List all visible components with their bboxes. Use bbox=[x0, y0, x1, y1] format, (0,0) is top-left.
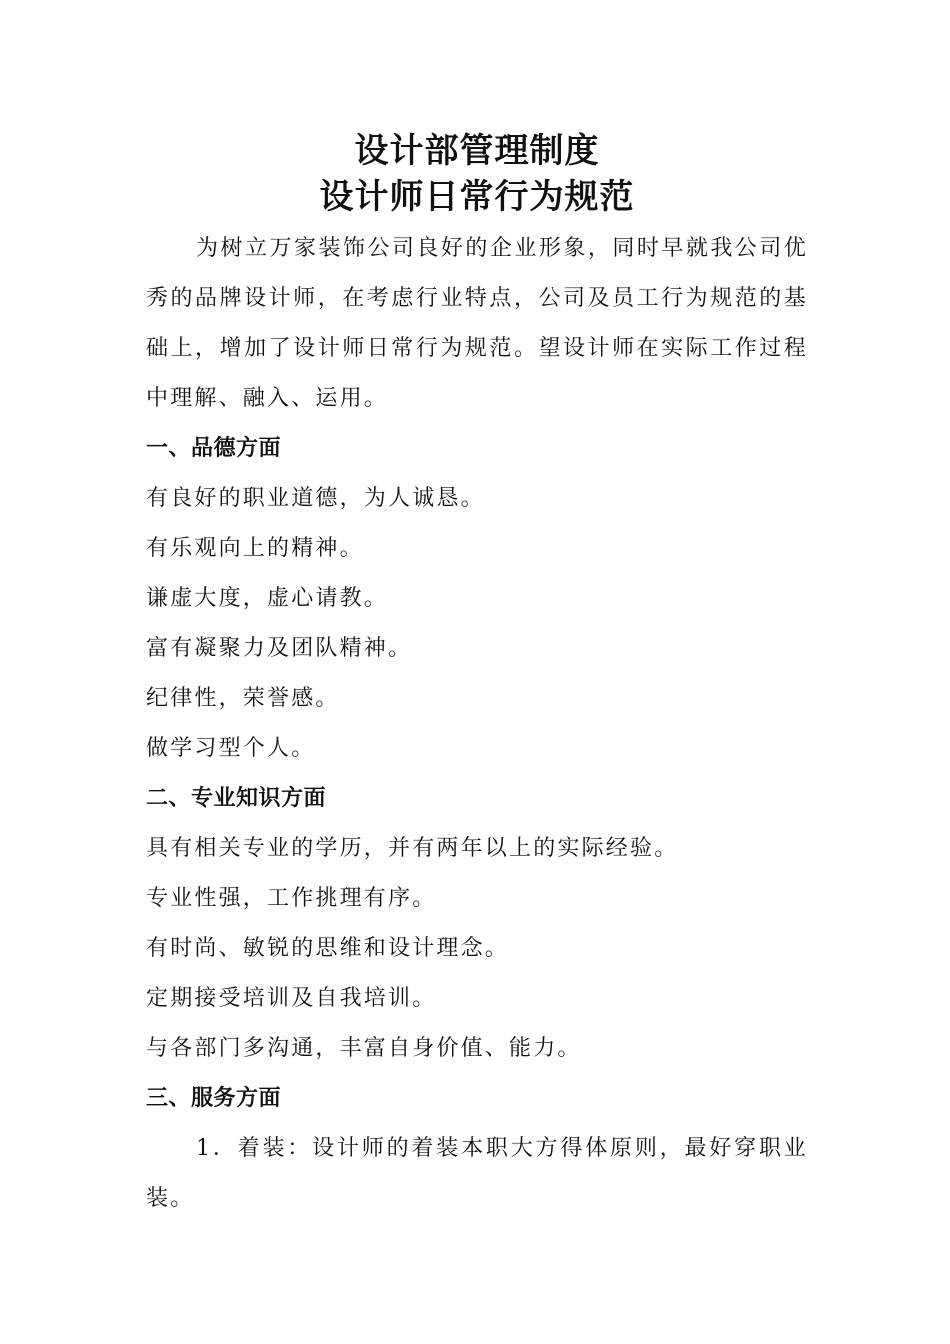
section-heading: 一、品德方面 bbox=[146, 436, 282, 461]
section-heading: 三、服务方面 bbox=[146, 1086, 282, 1111]
list-item: 有乐观向上的精神。 bbox=[146, 536, 364, 561]
service-paragraph: 1．着装：设计师的着装本职大方得体原则，最好穿职业装。 bbox=[146, 1136, 808, 1211]
list-item: 与各部门多沟通，丰富自身价值、能力。 bbox=[146, 1036, 582, 1061]
document-title: 设计部管理制度 bbox=[354, 131, 600, 171]
list-item: 富有凝聚力及团队精神。 bbox=[146, 636, 413, 661]
section-morality bbox=[146, 424, 808, 774]
section-heading: 二、专业知识方面 bbox=[146, 786, 327, 811]
section-service bbox=[146, 1074, 808, 1224]
document-body bbox=[146, 128, 808, 1224]
list-item: 纪律性，荣誉感。 bbox=[146, 686, 340, 711]
list-item: 有时尚、敏锐的思维和设计理念。 bbox=[146, 936, 510, 961]
section-professional-knowledge bbox=[146, 774, 808, 1074]
list-item: 定期接受培训及自我培训。 bbox=[146, 986, 437, 1011]
document-subtitle: 设计师日常行为规范 bbox=[319, 177, 635, 217]
list-item: 做学习型个人。 bbox=[146, 736, 316, 761]
list-item: 专业性强，工作挑理有序。 bbox=[146, 886, 437, 911]
intro-paragraph: 为树立万家装饰公司良好的企业形象，同时早就我公司优秀的品牌设计师，在考虑行业特点，公司及员工行为规范的基础上，增加了设计师日常行为规范。望设计师在实际工作过程中理解、融入、运用。 bbox=[146, 236, 808, 411]
list-item: 具有相关专业的学历，并有两年以上的实际经验。 bbox=[146, 836, 679, 861]
list-item: 有良好的职业道德，为人诚恳。 bbox=[146, 486, 485, 511]
list-item: 谦虚大度，虚心请教。 bbox=[146, 586, 389, 611]
